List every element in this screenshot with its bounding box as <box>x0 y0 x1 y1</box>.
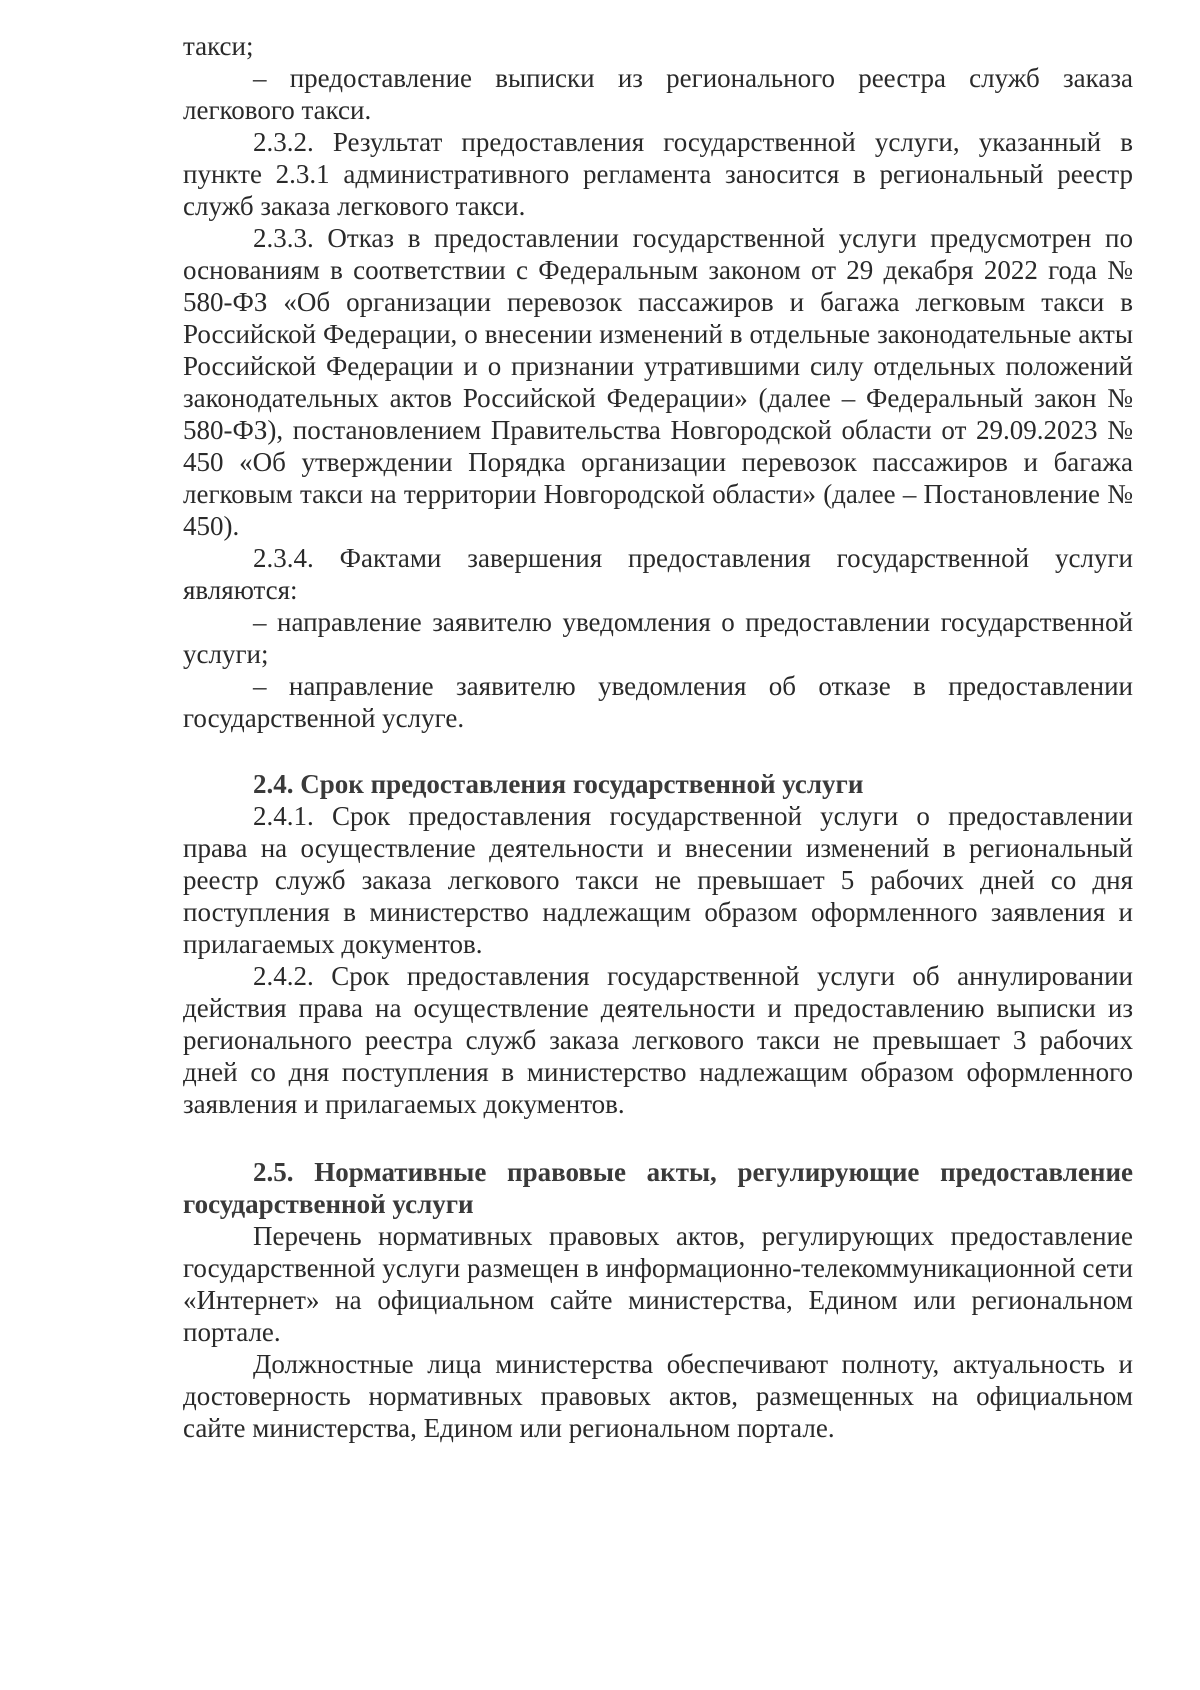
document-page <box>183 30 1133 1444</box>
heading-2-4: 2.4. Срок предоставления государственной услуги <box>253 769 864 799</box>
paragraph-notice-granted: – направление заявителю уведомления о предоставлении государственной услуги; <box>183 607 1133 669</box>
paragraph-2-4-1: 2.4.1. Срок предоставления государственной услуги о предоставлении права на осуществление деятельности и внесении изменений в региональный реестр служб заказа легкового такси не превышает 5 рабочих дней со дня поступления в министерство надлежащим образом оформленного заявления и прилагаемых документов. <box>183 801 1133 959</box>
heading-2-5: 2.5. Нормативные правовые акты, регулирующие предоставление государственной услуги <box>183 1157 1133 1219</box>
paragraph-notice-refusal: – направление заявителю уведомления об отказе в предоставлении государственной услуге. <box>183 671 1133 733</box>
paragraph-2-5-officials: Должностные лица министерства обеспечивают полноту, актуальность и достоверность нормативных правовых актов, размещенных на официальном сайте министерства, Едином или региональном портале. <box>183 1349 1133 1443</box>
paragraph-2-3-3: 2.3.3. Отказ в предоставлении государственной услуги предусмотрен по основаниям в соответствии с Федеральным законом от 29 декабря 2022 года № 580-ФЗ «Об организации перевозок пассажиров и багажа легковым такси в Российской Федерации, о внесении изменений в отдельные законодательные акты Российской Федерации и о признании утратившими силу отдельных положений законодательных актов Российской Федерации» (далее – Федеральный закон № 580-ФЗ), постановлением Правительства Новгородской области от 29.09.2023 № 450 «Об утверждении Порядка организации перевозок пассажиров и багажа легковым такси на территории Новгородской области» (далее – Постановление № 450). <box>183 223 1133 541</box>
section-spacer <box>183 734 1133 768</box>
paragraph-2-3-2: 2.3.2. Результат предоставления государственной услуги, указанный в пункте 2.3.1 административного регламента заносится в региональный реестр служб заказа легкового такси. <box>183 127 1133 221</box>
paragraph-registry-extract: – предоставление выписки из регионального реестра служб заказа легкового такси. <box>183 63 1133 125</box>
paragraph-2-3-4: 2.3.4. Фактами завершения предоставления государственной услуги являются: <box>183 543 1133 605</box>
paragraph-taxi-tail: такси; <box>183 31 254 61</box>
paragraph-2-4-2: 2.4.2. Срок предоставления государственной услуги об аннулировании действия права на осуществление деятельности и предоставлению выписки из регионального реестра служб заказа легкового такси не превышает 3 рабочих дней со дня поступления в министерство надлежащим образом оформленного заявления и прилагаемых документов. <box>183 961 1133 1119</box>
paragraph-2-5-list: Перечень нормативных правовых актов, регулирующих предоставление государственной услуги размещен в информационно-телекоммуникационной сети «Интернет» на официальном сайте министерства, Едином или региональном портале. <box>183 1221 1133 1347</box>
section-spacer <box>183 1120 1133 1156</box>
